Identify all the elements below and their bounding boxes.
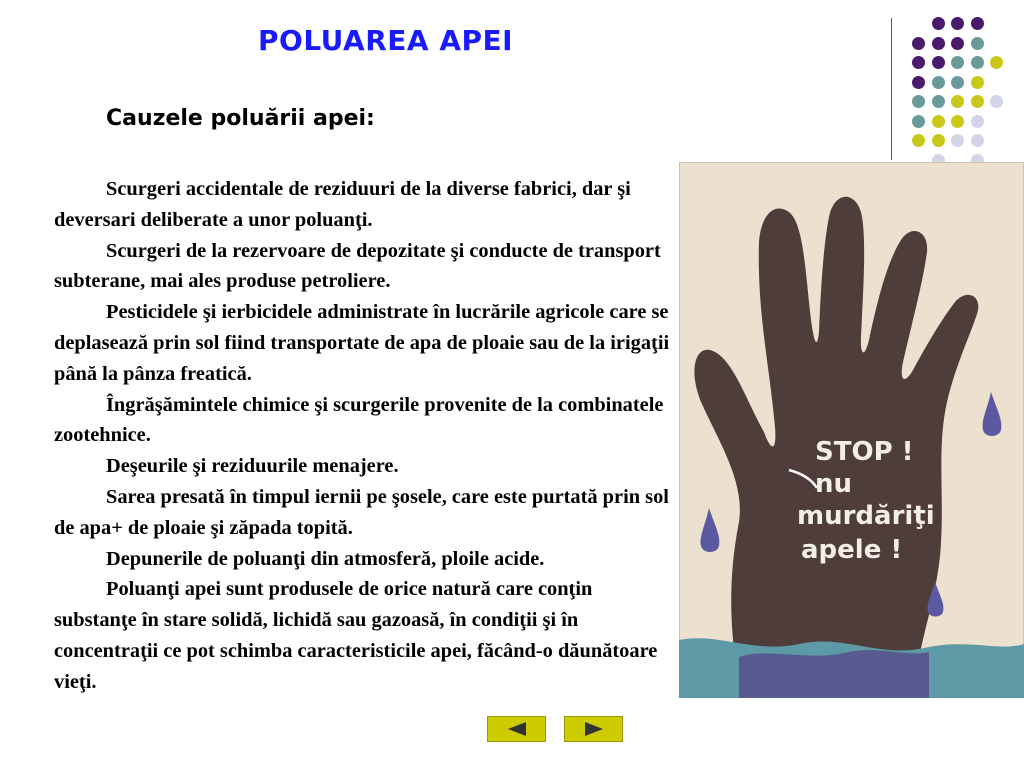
decorative-dot bbox=[912, 56, 925, 69]
paragraph: Scurgeri de la rezervoare de depozitate şi conducte de transport subterane, mai ales produse petroliere. bbox=[54, 239, 661, 293]
decorative-dot bbox=[951, 134, 964, 147]
poster-illustration bbox=[679, 162, 1024, 698]
decorative-dot bbox=[990, 56, 1003, 69]
decorative-dot bbox=[971, 37, 984, 50]
paragraph: Pesticidele şi ierbicidele administrate în lucrările agricole care se deplasează prin sol fiind transportate de apa de ploaie sau de la irigaţii până la pânza freatică. bbox=[54, 301, 670, 385]
decorative-dot bbox=[971, 134, 984, 147]
previous-slide-button[interactable] bbox=[487, 716, 546, 742]
decorative-dot bbox=[971, 17, 984, 30]
triangle-left-icon bbox=[506, 721, 528, 737]
poster-text-apele: apele ! bbox=[801, 535, 903, 565]
decorative-dot bbox=[932, 95, 945, 108]
decorative-dot-grid bbox=[0, 0, 1024, 170]
paragraph: Sarea presată în timpul iernii pe şosele, care este purtată prin sol de apa+ de ploaie şi zăpada topită. bbox=[54, 485, 669, 539]
section-subtitle: Cauzele poluării apei: bbox=[106, 106, 375, 131]
poster-text-stop: STOP ! bbox=[815, 437, 914, 467]
decorative-dot bbox=[912, 37, 925, 50]
next-slide-button[interactable] bbox=[564, 716, 623, 742]
causes-text-block bbox=[54, 174, 678, 698]
decorative-dot bbox=[912, 134, 925, 147]
decorative-dot bbox=[932, 134, 945, 147]
decorative-dot bbox=[951, 37, 964, 50]
decorative-dot bbox=[990, 95, 1003, 108]
stop-pollution-poster bbox=[679, 162, 1024, 698]
decorative-dot bbox=[932, 115, 945, 128]
decorative-dot bbox=[951, 76, 964, 89]
paragraph: Scurgeri accidentale de reziduuri de la diverse fabrici, dar şi deversari deliberate a unor poluanţi. bbox=[54, 178, 631, 231]
slide-title: POLUAREA APEI bbox=[258, 24, 514, 57]
decorative-dot bbox=[971, 76, 984, 89]
decorative-dot bbox=[951, 95, 964, 108]
decorative-dot bbox=[932, 37, 945, 50]
decorative-dot bbox=[912, 95, 925, 108]
triangle-right-icon bbox=[583, 721, 605, 737]
paragraph: Depunerile de poluanţi din atmosferă, ploile acide. bbox=[106, 547, 545, 570]
decorative-dot bbox=[971, 115, 984, 128]
decorative-dot bbox=[912, 76, 925, 89]
decorative-dot bbox=[912, 115, 925, 128]
paragraph: Deşeurile şi reziduurile menajere. bbox=[106, 455, 399, 478]
decorative-dot bbox=[932, 56, 945, 69]
decorative-dot bbox=[951, 56, 964, 69]
decorative-dot bbox=[971, 56, 984, 69]
poster-text-murdariti: murdăriţi bbox=[797, 501, 935, 531]
decorative-dot bbox=[951, 115, 964, 128]
decorative-dot bbox=[971, 95, 984, 108]
decorative-dot bbox=[932, 17, 945, 30]
paragraph: Îngrăşămintele chimice şi scurgerile provenite de la combinatele zootehnice. bbox=[54, 393, 664, 447]
decorative-divider bbox=[891, 18, 892, 160]
decorative-dot bbox=[932, 76, 945, 89]
poster-text-nu: nu bbox=[815, 469, 853, 499]
water-shadow bbox=[739, 650, 929, 698]
decorative-dot bbox=[951, 17, 964, 30]
paragraph: Poluanţi apei sunt produsele de orice natură care conţin substanţe în stare solidă, lichidă sau gazoasă, în condiţii şi în concentraţii ce pot schimba caracteristicile apei, făcând-o dăunătoare vieţi. bbox=[54, 578, 658, 693]
